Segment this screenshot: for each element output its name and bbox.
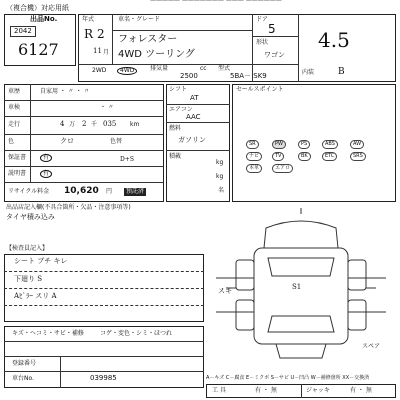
history-value: ・ 〃 — [100, 104, 114, 111]
interior-label: 内装 — [302, 69, 315, 76]
name-label: 車名・グレード — [118, 16, 161, 23]
tools-value: 有 ・ 無 — [255, 387, 277, 394]
inspector-note-2: 下廻り S — [14, 275, 43, 283]
reg-label: 登録番号 — [12, 360, 37, 367]
score: 4.5 — [318, 28, 350, 52]
cc-unit: cc — [200, 65, 207, 72]
doors-value: 5 — [268, 22, 276, 36]
year-num: 2 — [97, 27, 105, 41]
model-code: 5BA－ SK9 — [230, 72, 267, 80]
usage-value: 自家用 ・ 〃 ・ 〃 — [40, 88, 90, 95]
recycle-flag: 預託済 — [126, 188, 145, 195]
manual-note: D+S — [120, 156, 134, 163]
diagram-note-2: S1 — [292, 283, 302, 291]
month-value: 11 — [93, 47, 102, 55]
frame-label: 車台No. — [12, 375, 34, 382]
weight-unit: kg — [216, 173, 224, 180]
ac-label: エアコン — [169, 106, 193, 113]
sales-option-bk: BK — [298, 152, 311, 161]
usage-label: 車歴 — [8, 88, 21, 95]
jack-value: 有 ・ 無 — [350, 387, 372, 394]
year-era: R — [84, 27, 94, 41]
mileage-sen: 2 — [82, 120, 87, 128]
tools-label: 工 具 — [212, 387, 226, 394]
diagram-note-1: スキ — [218, 287, 232, 295]
manual-value: 有 — [40, 170, 52, 178]
warranty-label: 保証書 — [8, 154, 27, 161]
left-form-box — [4, 84, 164, 202]
drive-2wd: 2WD — [92, 67, 107, 74]
mileage-man-unit: 万 — [69, 121, 76, 128]
body-label: 形状 — [256, 39, 269, 46]
load-unit: kg — [216, 159, 224, 166]
displacement-label: 排気量 — [150, 65, 169, 72]
sales-option-aero: エアロ — [272, 164, 293, 173]
shift-value: AT — [190, 94, 199, 102]
body-type: ワゴン — [264, 51, 285, 59]
doors-label: ドア — [256, 16, 268, 23]
sales-option-aw: AW — [350, 140, 364, 149]
sales-option-leather: 本革 — [246, 164, 262, 173]
capacity-unit: 名 — [218, 187, 225, 194]
mileage-label: 走行 — [8, 121, 21, 128]
recycle-unit: 円 — [106, 188, 113, 195]
history-label: 車検 — [8, 104, 21, 111]
notes-heading: 出品店記入欄(不具合箇所・欠品・注意事項等) — [6, 204, 131, 211]
compat-label: （複合機）対応用紙 — [6, 4, 69, 12]
sales-option-pw: PW — [272, 140, 286, 149]
inspector-note-3: Aﾋﾟﾗｰ スリ A — [14, 292, 57, 300]
legend: A－キズ C－腐食 E－ミクボ S－サビ U－凹凸 W－補修箇所 XX－交換済 — [206, 375, 370, 381]
sales-option-etc: ETC — [322, 152, 337, 161]
load-label: 積載 — [169, 153, 182, 160]
inspector-note-1: シート ブチ キレ — [14, 257, 68, 265]
sales-option-srs: SRS — [350, 152, 366, 161]
car-name: フォレスター — [118, 34, 178, 45]
fuel-value: ガソリン — [178, 136, 206, 144]
mileage-unit: km — [130, 121, 140, 128]
drive-4wd: 4WD — [117, 67, 137, 75]
inspector-heading: 【検査員記入】 — [6, 245, 49, 252]
month-unit: 月 — [103, 49, 110, 56]
shift-label: シフト — [169, 86, 188, 93]
mileage-rest: 035 — [103, 120, 117, 128]
displacement-value: 2500 — [180, 72, 198, 80]
mileage-man: 4 — [60, 120, 65, 128]
interior-score: B — [338, 67, 345, 77]
color-label: 色 — [8, 138, 15, 145]
lot-label: 出品No. — [30, 15, 58, 23]
sales-option-tv: TV — [272, 152, 284, 161]
defects-label: キズ・ヘコミ・サビ・補修 — [12, 330, 84, 337]
jack-label: ジャッキ — [306, 387, 330, 394]
manual-label: 説明書 — [8, 170, 27, 177]
sales-option-abs: ABS — [322, 140, 338, 149]
year-label: 年式 — [82, 16, 95, 23]
recycle-value: 10,620 — [64, 186, 99, 196]
frame-value: 039985 — [90, 374, 117, 382]
lot-number: 6127 — [18, 40, 59, 59]
mileage-sen-unit: 千 — [91, 121, 98, 128]
recycle-label: リサイクル料金 — [8, 188, 50, 195]
color-change-label: 色替 — [110, 138, 123, 145]
sales-points-label: セールスポイント — [236, 86, 284, 93]
header-top-cut: ————— ——————— ——— —————— — [150, 0, 282, 4]
sales-option-sr: SR — [246, 140, 259, 149]
fuel-label: 燃料 — [169, 125, 182, 132]
color-value: クロ — [60, 137, 74, 145]
spare-label: スペア — [362, 343, 381, 350]
lot-sub-number: 2042 — [10, 26, 36, 37]
sales-option-ps: PS — [298, 140, 310, 149]
ac-value: AAC — [186, 113, 201, 121]
sales-option-navi: ナビ — [246, 152, 262, 161]
tire-note: タイヤ積み込み — [6, 213, 55, 221]
warranty-value: 有 — [40, 154, 52, 162]
defects-label-2: コゲ・変色・シミ・ほつれ — [100, 330, 173, 337]
model-label: 型式 — [218, 65, 231, 72]
grade: 4WD ツーリング — [118, 49, 195, 60]
